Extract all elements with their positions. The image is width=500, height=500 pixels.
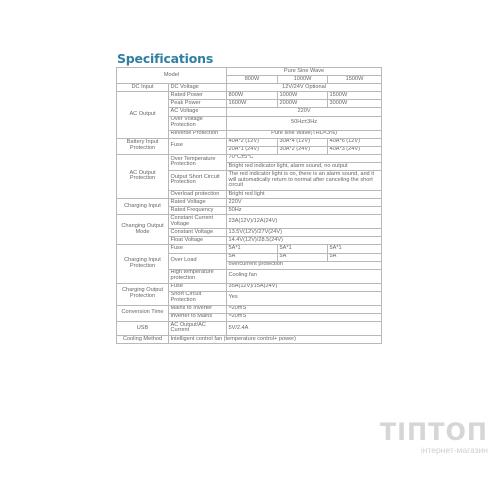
cooling-method-value: Intelligent control fan (temperature control+ power) [169,335,382,343]
battery-fuse-24v-1500: 40A*3 (24V) [328,146,382,154]
high-temp-value: Cooling fan [227,269,382,283]
table-row [117,199,382,207]
table-row [117,335,382,343]
charging-input-protection-label: Charging Input Protection [117,245,169,283]
constant-current-value: 23A(12V)/12A(24V) [227,215,382,229]
constant-current-param: Constant Current Voltage [169,215,227,229]
reverse-protection-param: Reverse Protection [169,130,227,138]
cip-fuse-1000: 5A*1 [278,245,328,253]
table-row [117,68,382,76]
high-temp-param: High temperature protection [169,269,227,283]
table-row [117,283,382,291]
watermark-subtitle: інтернет-магазин [420,445,488,455]
rated-power-1500: 1500W [328,92,382,100]
table-row [117,84,382,92]
float-voltage-value: 14.4V(12V)/28.5(24V) [227,237,382,245]
table-row [117,215,382,229]
cip-overload-1000: 5A [278,253,328,261]
ac-output-protection-label: AC Output Protection [117,154,169,198]
cop-short-param: Short Circuit Protection [169,291,227,305]
conversion-time-label: Conversion Time [117,305,169,321]
rated-voltage-param: Rated Voltage [169,199,227,207]
model-label: Model [117,68,227,84]
cip-fuse-param: Fuse [169,245,227,253]
cip-overload-800: 5A [227,253,278,261]
cip-overload-note: overcurrent protection [227,261,382,269]
table-row [117,92,382,100]
rated-frequency-value: 50Hz [227,207,382,215]
battery-fuse-24v-800: 20A*1 (24V) [227,146,278,154]
overload-value: Bright red light [227,190,382,198]
reverse-protection-value: Pure sine Wave(THD<3%) [227,130,382,138]
dc-voltage-param: DC Voltage [169,84,227,92]
rated-power-param: Rated Power [169,92,227,100]
battery-fuse-12v-1000: 30A*4 (12V) [278,138,328,146]
battery-fuse-param: Fuse [169,138,227,154]
charging-input-label: Charging Input [117,199,169,215]
cip-fuse-800: 5A*1 [227,245,278,253]
table-row [117,321,382,335]
specifications-table [116,67,382,344]
over-temp-threshold: 70°C±5°C [227,154,382,162]
peak-power-1000: 2000W [278,100,328,108]
cip-overload-param: Over Load [169,253,227,269]
model-1000w: 1000W [278,76,328,84]
table-row [117,138,382,146]
ac-output-label: AC Output [117,92,169,138]
cop-fuse-param: Fuse [169,283,227,291]
peak-power-800: 1600W [227,100,278,108]
dc-voltage-value: 12V/24V Optional [227,84,382,92]
ac-voltage-param: AC Voltage [169,108,227,116]
model-800w: 800W [227,76,278,84]
battery-fuse-12v-800: 40A*2 (12V) [227,138,278,146]
usb-label: USB [117,321,169,335]
battery-input-label: Battery Input Protection [117,138,169,154]
over-temp-param: Over Temperature Protection [169,154,227,170]
mains-to-inverter-param: Mains to Inverter [169,305,227,313]
usb-param: AC Output/AC Current [169,321,227,335]
float-voltage-param: Float Voltage [169,237,227,245]
peak-power-1500: 3000W [328,100,382,108]
page-title: Specifications [117,51,214,66]
short-circuit-value: The red indicator light is on, there is an alarm sound, and it will automatically return to normal after canceling the short circuit [227,171,382,191]
table-row [117,305,382,313]
overload-param: Overload protection [169,190,227,198]
short-circuit-param: Output Short Circuit Protection [169,171,227,191]
watermark-logo: ТІПТОП [379,418,488,446]
inverter-to-mains-param: Inverter to Mains [169,313,227,321]
battery-fuse-12v-1500: 40A*6 (12V) [328,138,382,146]
table-row [117,154,382,162]
charging-output-protection-label: Charging Output Protection [117,283,169,305]
cip-fuse-1500: 5A*1 [328,245,382,253]
watermark [380,420,488,455]
charging-output-mode-label: Changing Output Mode [117,215,169,245]
inverter-to-mains-value: ≈20mS [227,313,382,321]
peak-power-param: Peak Power [169,100,227,108]
series-label: Pure Sine Wave [227,68,382,76]
rated-voltage-value: 220V [227,199,382,207]
dc-input-label: DC Input [117,84,169,92]
over-voltage-value: 50Hz±3Hz [227,116,382,130]
cip-overload-1500: 5A [328,253,382,261]
model-1500w: 1500W [328,76,382,84]
cop-short-value: Yes [227,291,382,305]
cooling-method-label: Cooling Method [117,335,169,343]
cop-fuse-value: 35A(12V)/15A(24V) [227,283,382,291]
constant-voltage-param: Constant Voltage [169,229,227,237]
rated-power-800: 800W [227,92,278,100]
constant-voltage-value: 13.5V(12V)/27V(24V) [227,229,382,237]
table-row [117,245,382,253]
battery-fuse-24v-1000: 30A*2 (24V) [278,146,328,154]
ac-voltage-value: 220V [227,108,382,116]
rated-frequency-param: Rated Frequency [169,207,227,215]
over-temp-value: Bright red indicator light, alarm sound, no output [227,162,382,170]
rated-power-1000: 1000W [278,92,328,100]
usb-value: 5V/2.4A [227,321,382,335]
mains-to-inverter-value: ≈20mS [227,305,382,313]
over-voltage-param: Over Voltage Protection [169,116,227,130]
